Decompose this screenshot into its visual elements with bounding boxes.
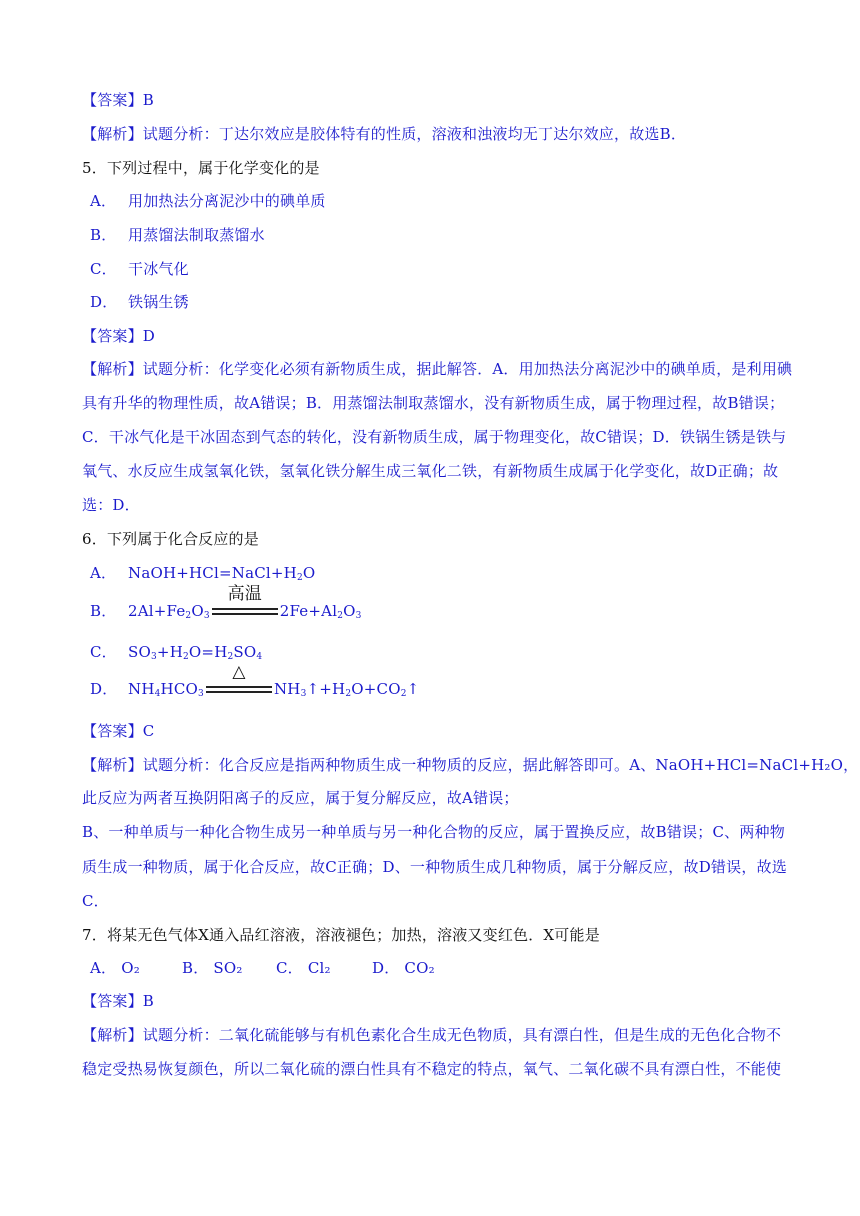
condition-high-temperature: 高温 <box>227 584 262 604</box>
question-7-options <box>90 957 435 979</box>
explanation-6-line-4: 质生成一种物质，属于化合反应，故C正确；D、一种物质生成几种物质，属于分解反应，故D错误，故选 <box>82 858 787 876</box>
option-label: A． <box>90 192 117 210</box>
question-7-option-b: B． SO₂ <box>182 959 243 977</box>
option-text: 干冰气化 <box>128 260 189 278</box>
option-label: D． <box>90 293 118 311</box>
answer-5: 【答案】D <box>82 327 156 345</box>
question-7-option-d: D． CO₂ <box>372 959 435 977</box>
answer-7: 【答案】B <box>82 992 155 1010</box>
explanation-6-line-5: C． <box>82 892 109 910</box>
option-label: C． <box>90 643 117 661</box>
question-6-option-b <box>90 584 362 627</box>
equation-c: $SO_3+H_2O=H_2SO_4$ <box>128 643 263 662</box>
question-5-option-c <box>90 258 189 280</box>
question-5-option-a <box>90 190 326 212</box>
question-7-option-a: A． O₂ <box>90 959 140 977</box>
explanation-4: 【解析】试题分析：丁达尔效应是胶体特有的性质，溶液和浊液均无丁达尔效应，故选B． <box>82 125 687 143</box>
question-6-option-a <box>90 562 315 589</box>
question-5-option-d <box>90 291 189 313</box>
reaction-condition-arrow <box>212 584 278 617</box>
explanation-5-line-5: 选：D． <box>82 496 140 514</box>
question-6-option-d <box>90 662 420 705</box>
option-label: B． <box>90 226 117 244</box>
question-5-option-b <box>90 224 265 246</box>
explanation-6-line-1: 【解析】试题分析：化合反应是指两种物质生成一种物质的反应，据此解答即可。A、NaOH+HCl=NaCl+H₂O， <box>82 756 859 774</box>
question-7: 7．将某无色气体X通入品红溶液，溶液褪色；加热，溶液又变红色．X可能是 <box>82 926 600 944</box>
option-label: A． <box>90 564 117 582</box>
explanation-6-line-2: 此反应为两者互换阴阳离子的反应，属于复分解反应，故A错误； <box>82 789 519 807</box>
equation-d: $NH_4HCO_3$ △ $NH_3↑+H_2O+CO_2↑$ <box>128 662 420 699</box>
explanation-7-line-2: 稳定受热易恢复颜色，所以二氧化硫的漂白性具有不稳定的特点，氧气、二氧化碳不具有漂白性，不能使 <box>82 1060 782 1078</box>
option-text: 用蒸馏法制取蒸馏水 <box>128 226 265 244</box>
explanation-6-line-3: B、一种单质与一种化合物生成另一种单质与另一种化合物的反应，属于置换反应，故B错误；C、两种物 <box>82 823 785 841</box>
option-label: C． <box>90 260 117 278</box>
option-text: 用加热法分离泥沙中的碘单质 <box>128 192 326 210</box>
equation-b: $2Al+Fe_2O_3$ 高温 $2Fe+Al_2O_3$ <box>128 584 362 621</box>
reaction-condition-arrow <box>206 662 272 695</box>
option-text: 铁锅生锈 <box>128 293 189 311</box>
explanation-5-line-4: 氧气、水反应生成氢氧化铁，氢氧化铁分解生成三氧化二铁，有新物质生成属于化学变化，故D正确；故 <box>82 462 779 480</box>
equation-a: $NaOH+HCl=NaCl+H_2O$ <box>128 564 316 583</box>
option-label: D． <box>90 680 118 698</box>
answer-6: 【答案】C <box>82 722 155 740</box>
explanation-7-line-1: 【解析】试题分析：二氧化硫能够与有机色素化合生成无色物质，具有漂白性，但是生成的无色化合物不 <box>82 1026 782 1044</box>
explanation-5-line-1: 【解析】试题分析：化学变化必须有新物质生成，据此解答．A．用加热法分离泥沙中的碘单质，是利用碘 <box>82 360 793 378</box>
option-label: B． <box>90 602 117 620</box>
explanation-5-line-3: C．干冰气化是干冰固态到气态的转化，没有新物质生成，属于物理变化，故C错误；D．铁锅生锈是铁与 <box>82 428 787 446</box>
question-5: 5．下列过程中，属于化学变化的是 <box>82 159 320 177</box>
condition-heat: △ <box>232 662 246 682</box>
question-6: 6．下列属于化合反应的是 <box>82 530 259 548</box>
explanation-5-line-2: 具有升华的物理性质，故A错误；B．用蒸馏法制取蒸馏水，没有新物质生成，属于物理过程，故B错误； <box>82 394 785 412</box>
answer-4: 【答案】B <box>82 91 155 109</box>
question-7-option-c: C． Cl₂ <box>276 959 331 977</box>
